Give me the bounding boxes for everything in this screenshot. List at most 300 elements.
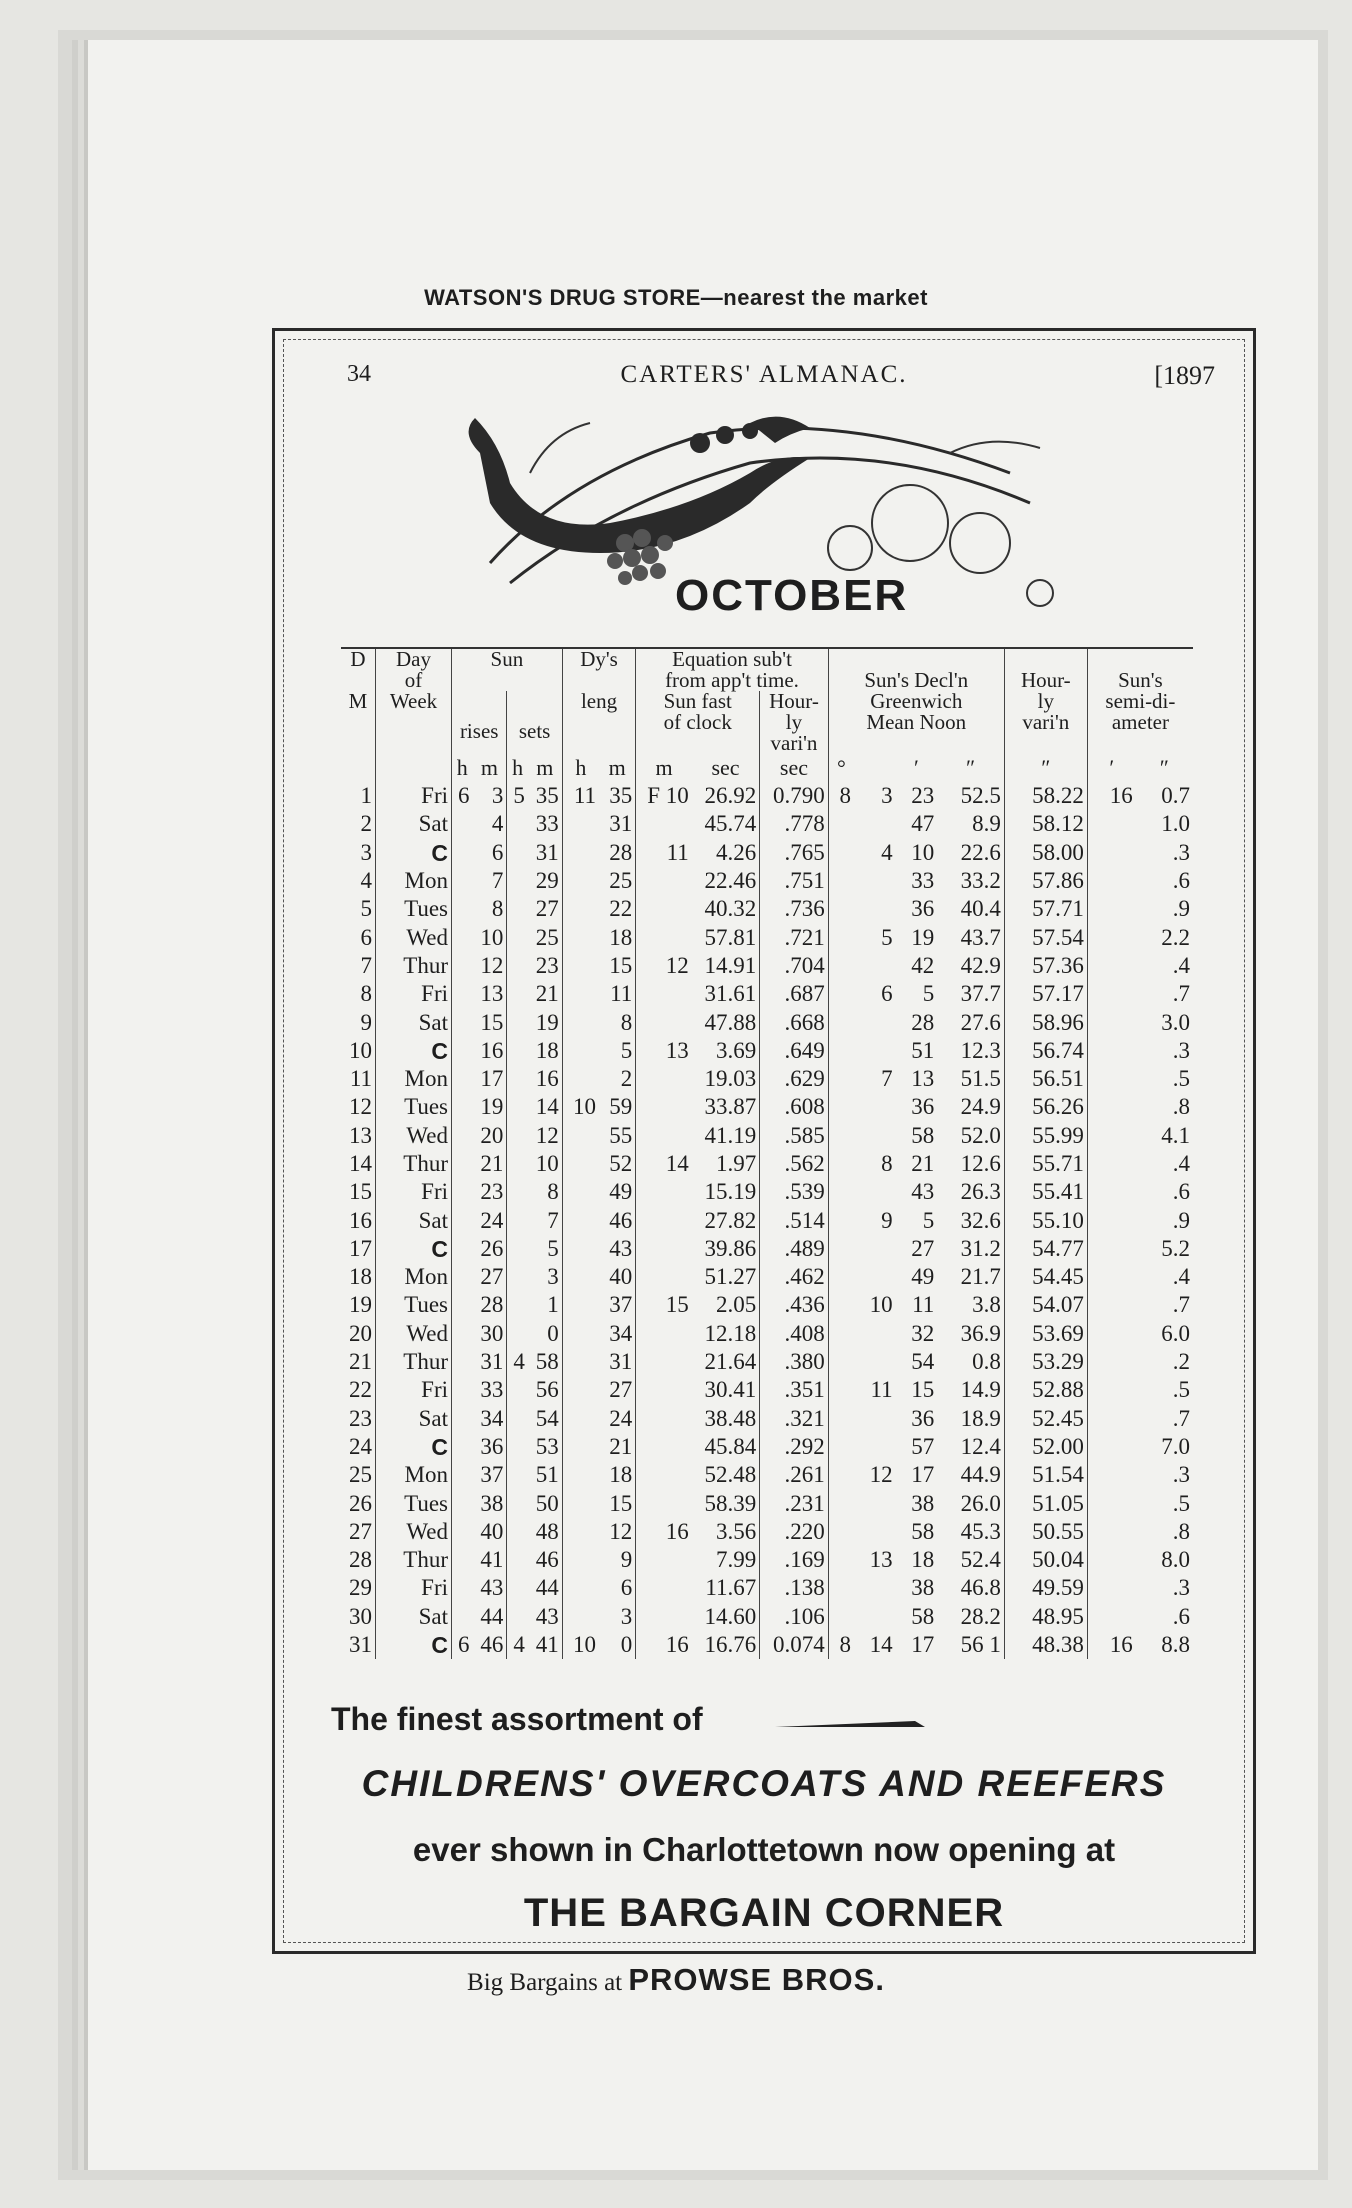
table-cell: 31.2 — [937, 1235, 1004, 1263]
table-cell: 8 — [839, 1632, 852, 1658]
table-cell: 16 — [665, 1632, 689, 1658]
table-row — [341, 1376, 1193, 1404]
table-cell — [854, 1093, 896, 1121]
table-cell: 37 — [472, 1461, 506, 1489]
table-cell: .106 — [760, 1603, 829, 1631]
table-cell: 45.3 — [937, 1518, 1004, 1546]
ad-line-4: THE BARGAIN CORNER — [523, 1891, 1005, 1935]
unit-cell: sec — [692, 754, 760, 782]
table-cell: 32.6 — [937, 1206, 1004, 1234]
table-cell — [636, 1178, 692, 1206]
ad-line-1: The finest assortment of — [331, 1701, 703, 1737]
table-cell: 12 — [528, 1122, 562, 1150]
table-cell — [452, 1037, 473, 1065]
table-cell — [507, 1489, 528, 1517]
table-cell: .321 — [760, 1405, 829, 1433]
table-cell — [562, 1122, 599, 1150]
table-cell — [1087, 1603, 1135, 1631]
table-cell: 7 — [881, 1066, 893, 1092]
table-cell — [636, 1320, 692, 1348]
table-cell — [452, 1489, 473, 1517]
table-cell — [507, 1291, 528, 1319]
table-cell — [507, 980, 528, 1008]
table-cell: 57.36 — [1004, 952, 1087, 980]
table-cell: .3 — [1172, 1037, 1190, 1063]
table-cell: 25 — [528, 923, 562, 951]
table-cell: .436 — [760, 1291, 829, 1319]
table-cell: 52.88 — [1004, 1376, 1087, 1404]
table-cell — [1087, 1122, 1135, 1150]
table-cell: .585 — [760, 1122, 829, 1150]
table-cell: 52.45 — [1004, 1405, 1087, 1433]
table-cell: 3 — [528, 1263, 562, 1291]
table-cell — [828, 1546, 854, 1574]
almanac-table — [341, 647, 1193, 1659]
table-cell — [562, 1178, 599, 1206]
table-cell — [1087, 1574, 1135, 1602]
table-cell: 11 — [912, 1292, 935, 1318]
table-cell: 22 — [341, 1376, 376, 1404]
table-cell: 8 — [881, 1151, 893, 1176]
table-cell — [828, 1489, 854, 1517]
table-cell — [507, 839, 528, 867]
table-cell — [828, 1037, 854, 1065]
table-cell: 49.59 — [1004, 1574, 1087, 1602]
table-cell: .261 — [760, 1461, 829, 1489]
table-cell: 5 — [528, 1235, 562, 1263]
table-cell — [1087, 1178, 1135, 1206]
table-cell: 28 — [911, 1009, 935, 1035]
table-cell — [854, 895, 896, 923]
table-cell — [562, 1376, 599, 1404]
table-cell — [1087, 1065, 1135, 1093]
table-cell: 5 — [922, 981, 935, 1007]
table-cell — [828, 895, 854, 923]
table-cell: 58 — [911, 1518, 935, 1544]
table-cell: 29 — [341, 1574, 376, 1602]
table-cell: 17 — [911, 1462, 935, 1488]
col-equation-label-1: Equation sub't — [672, 647, 792, 671]
table-cell: 22 — [599, 895, 636, 923]
table-cell — [562, 1433, 599, 1461]
table-cell: 51.54 — [1004, 1461, 1087, 1489]
table-row — [341, 1518, 1193, 1546]
table-cell — [507, 810, 528, 838]
table-cell: 7.99 — [692, 1546, 760, 1574]
table-cell: 44 — [528, 1574, 562, 1602]
table-cell: 25 — [341, 1461, 376, 1489]
month-name: OCTOBER — [675, 571, 909, 620]
table-cell — [507, 1603, 528, 1631]
table-cell: 9 — [599, 1546, 636, 1574]
col-sun-declination — [828, 648, 1004, 754]
table-cell: 13 — [911, 1066, 935, 1092]
table-cell: 46.8 — [937, 1574, 1004, 1602]
table-cell: 12 — [869, 1462, 893, 1488]
table-cell: 5 — [513, 783, 525, 809]
table-cell: 41 — [528, 1631, 562, 1659]
table-cell: 0.7 — [1161, 783, 1190, 809]
table-cell — [854, 810, 896, 838]
table-cell — [562, 1574, 599, 1602]
table-cell — [828, 1376, 854, 1404]
table-cell: 8 — [472, 895, 506, 923]
table-cell: 22.46 — [692, 867, 760, 895]
table-cell: 23 — [528, 952, 562, 980]
table-cell — [507, 1461, 528, 1489]
table-cell: 51 — [911, 1037, 935, 1063]
table-cell: 57.17 — [1004, 980, 1087, 1008]
col-d-m — [341, 648, 376, 754]
table-cell: 1.0 — [1161, 811, 1190, 837]
table-cell — [854, 1178, 896, 1206]
table-cell: 21 — [599, 1433, 636, 1461]
table-cell — [452, 923, 473, 951]
table-cell: .489 — [760, 1235, 829, 1263]
table-cell — [507, 1206, 528, 1234]
table-cell — [507, 1150, 528, 1178]
table-cell: 12 — [665, 952, 689, 978]
table-cell — [636, 1348, 692, 1376]
day-of-week-cell: Tues — [376, 1093, 452, 1121]
table-cell: 38 — [911, 1575, 935, 1601]
table-cell — [507, 1008, 528, 1036]
table-cell — [854, 1348, 896, 1376]
day-of-week-cell: Sat — [376, 810, 452, 838]
table-cell: 16 — [341, 1206, 376, 1234]
table-cell — [1087, 1093, 1135, 1121]
table-cell: .138 — [760, 1574, 829, 1602]
table-cell: 27 — [599, 1376, 636, 1404]
col-days-length — [562, 648, 635, 754]
table-cell: 28.2 — [937, 1603, 1004, 1631]
table-cell: 24.9 — [937, 1093, 1004, 1121]
table-cell: 6 — [881, 981, 893, 1007]
table-cell — [636, 867, 692, 895]
table-cell: 18 — [341, 1263, 376, 1291]
table-cell — [452, 1574, 473, 1602]
table-row — [341, 1631, 1193, 1659]
table-cell: .668 — [760, 1008, 829, 1036]
table-cell: 58.96 — [1004, 1008, 1087, 1036]
table-cell: .6 — [1172, 1603, 1190, 1629]
table-cell: 13 — [472, 980, 506, 1008]
day-of-week-cell: C — [376, 1631, 452, 1659]
table-cell: .9 — [1172, 896, 1190, 922]
table-cell — [452, 1320, 473, 1348]
table-cell — [1087, 952, 1135, 980]
table-cell: 34 — [599, 1320, 636, 1348]
col-semidiam-label-2: semi-di- — [1105, 689, 1176, 713]
table-cell: 56.74 — [1004, 1037, 1087, 1065]
table-cell — [636, 895, 692, 923]
table-cell: .7 — [1172, 1292, 1190, 1318]
table-cell: 52.4 — [937, 1546, 1004, 1574]
table-cell — [828, 1065, 854, 1093]
table-cell — [562, 1489, 599, 1517]
table-cell — [636, 1263, 692, 1291]
day-of-week-cell: Mon — [376, 1065, 452, 1093]
table-cell: 7 — [472, 867, 506, 895]
table-cell: 13 — [665, 1037, 689, 1063]
table-cell — [1087, 1348, 1135, 1376]
table-cell: 12 — [341, 1093, 376, 1121]
table-cell — [452, 980, 473, 1008]
table-cell — [636, 1433, 692, 1461]
table-cell: 10 — [528, 1150, 562, 1178]
table-cell — [562, 923, 599, 951]
table-cell: 6 — [457, 783, 470, 809]
table-cell — [1087, 1320, 1135, 1348]
table-cell — [507, 1546, 528, 1574]
table-row — [341, 1037, 1193, 1065]
table-cell: 50.04 — [1004, 1546, 1087, 1574]
table-row — [341, 1065, 1193, 1093]
day-of-week-cell: Thur — [376, 1348, 452, 1376]
table-cell: 11 — [341, 1065, 376, 1093]
table-cell: 16 — [665, 1518, 689, 1544]
table-cell — [562, 839, 599, 867]
table-cell: 34 — [472, 1405, 506, 1433]
table-cell: 22.6 — [937, 839, 1004, 867]
unit-cell: m — [599, 754, 636, 782]
table-cell — [452, 1518, 473, 1546]
table-cell: 8 — [341, 980, 376, 1008]
col-hourly-label-1: Hour- — [769, 689, 819, 713]
table-cell: 14 — [869, 1632, 893, 1658]
col-hourly2-label-2: ly — [1037, 689, 1054, 713]
table-cell — [1087, 1291, 1135, 1319]
table-cell — [562, 1008, 599, 1036]
table-cell — [562, 1603, 599, 1631]
page-number: 34 — [347, 361, 371, 387]
table-row — [341, 810, 1193, 838]
table-cell: 12.3 — [937, 1037, 1004, 1065]
table-cell: .721 — [760, 923, 829, 951]
table-cell — [828, 1206, 854, 1234]
day-of-week-cell: Fri — [376, 1376, 452, 1404]
table-cell: 8.0 — [1161, 1547, 1190, 1573]
table-cell: 53.29 — [1004, 1348, 1087, 1376]
table-cell — [452, 1546, 473, 1574]
table-cell: .5 — [1172, 1066, 1190, 1092]
table-cell: 18.9 — [937, 1405, 1004, 1433]
table-cell — [854, 1518, 896, 1546]
table-cell — [452, 1263, 473, 1291]
table-cell: 48.38 — [1004, 1631, 1087, 1659]
table-cell: .220 — [760, 1518, 829, 1546]
table-cell: 33.87 — [692, 1093, 760, 1121]
table-cell: 5 — [922, 1207, 935, 1233]
table-cell: 4 — [472, 810, 506, 838]
table-cell: 36 — [911, 1405, 935, 1431]
table-cell: 8.8 — [1161, 1632, 1190, 1658]
table-cell — [452, 867, 473, 895]
table-cell: .608 — [760, 1093, 829, 1121]
table-cell: 30 — [472, 1320, 506, 1348]
table-cell: 6 — [599, 1574, 636, 1602]
table-row — [341, 839, 1193, 867]
table-cell: 14.60 — [692, 1603, 760, 1631]
table-cell — [828, 867, 854, 895]
table-cell: 57.71 — [1004, 895, 1087, 923]
table-row — [341, 1150, 1193, 1178]
table-cell: 31 — [528, 839, 562, 867]
table-cell: 2.2 — [1161, 924, 1190, 950]
table-row — [341, 1122, 1193, 1150]
table-cell: 54.77 — [1004, 1235, 1087, 1263]
col-hourly-label-3: vari'n — [770, 731, 818, 755]
table-cell — [636, 1206, 692, 1234]
table-cell: 35 — [528, 782, 562, 810]
table-cell: 56.51 — [1004, 1065, 1087, 1093]
unit-cell — [376, 754, 452, 782]
table-cell — [1087, 1546, 1135, 1574]
table-cell — [1087, 1263, 1135, 1291]
table-cell: 54.07 — [1004, 1291, 1087, 1319]
table-cell: 58.22 — [1004, 782, 1087, 810]
table-cell: 56.26 — [1004, 1093, 1087, 1121]
table-cell — [1087, 1008, 1135, 1036]
table-cell: 24 — [472, 1206, 506, 1234]
table-cell: 17 — [341, 1235, 376, 1263]
table-cell: 15 — [599, 1489, 636, 1517]
table-cell — [1087, 980, 1135, 1008]
table-cell — [854, 1263, 896, 1291]
day-of-week-cell: Wed — [376, 1518, 452, 1546]
col-sets: sets — [507, 691, 562, 754]
table-cell: .9 — [1172, 1207, 1190, 1233]
table-cell — [562, 867, 599, 895]
table-cell: 50.55 — [1004, 1518, 1087, 1546]
table-row — [341, 1320, 1193, 1348]
day-of-week-cell: Wed — [376, 1122, 452, 1150]
table-cell — [828, 839, 854, 867]
table-cell: 11.67 — [692, 1574, 760, 1602]
day-of-week-cell: Wed — [376, 1320, 452, 1348]
table-cell: .7 — [1172, 981, 1190, 1007]
table-cell: .462 — [760, 1263, 829, 1291]
table-cell: 27 — [341, 1518, 376, 1546]
table-cell — [854, 952, 896, 980]
table-cell: 57.54 — [1004, 923, 1087, 951]
table-cell: 4 — [341, 867, 376, 895]
table-cell — [828, 1291, 854, 1319]
table-cell — [452, 1093, 473, 1121]
table-cell: 31 — [599, 1348, 636, 1376]
table-cell: 55.99 — [1004, 1122, 1087, 1150]
table-cell: .539 — [760, 1178, 829, 1206]
table-cell: .6 — [1172, 1179, 1190, 1205]
table-row — [341, 980, 1193, 1008]
table-cell: 13 — [341, 1122, 376, 1150]
table-cell — [452, 952, 473, 980]
table-cell: 17 — [911, 1632, 935, 1658]
table-cell: 31 — [599, 810, 636, 838]
table-cell: 28 — [599, 839, 636, 867]
table-cell: 52 — [599, 1150, 636, 1178]
table-cell — [1087, 1376, 1135, 1404]
table-cell: .3 — [1172, 1575, 1190, 1601]
table-cell — [636, 1376, 692, 1404]
table-cell: 46 — [599, 1206, 636, 1234]
unit-cell: ′ — [914, 755, 919, 780]
table-cell: 44 — [472, 1603, 506, 1631]
table-cell: 11 — [666, 839, 689, 865]
table-cell: 14 — [665, 1151, 689, 1176]
table-cell: 18 — [528, 1037, 562, 1065]
table-cell: 6 — [457, 1632, 470, 1658]
table-cell: 51.05 — [1004, 1489, 1087, 1517]
table-cell — [1087, 1150, 1135, 1178]
table-cell: 19 — [472, 1093, 506, 1121]
day-of-week-cell: Sat — [376, 1206, 452, 1234]
table-cell: .380 — [760, 1348, 829, 1376]
table-cell: 43 — [599, 1235, 636, 1263]
table-cell: 53.69 — [1004, 1320, 1087, 1348]
table-cell: 0.790 — [760, 782, 829, 810]
table-cell: 7 — [341, 952, 376, 980]
table-cell: .7 — [1172, 1405, 1190, 1431]
almanac-rows — [341, 782, 1193, 1659]
table-cell — [1087, 1405, 1135, 1433]
table-cell: .765 — [760, 839, 829, 867]
day-of-week-cell: C — [376, 839, 452, 867]
table-cell: 52.48 — [692, 1461, 760, 1489]
table-cell: 3.69 — [692, 1037, 760, 1065]
table-cell: 26 — [472, 1235, 506, 1263]
table-cell: 51.27 — [692, 1263, 760, 1291]
table-cell: 15 — [599, 952, 636, 980]
table-cell — [562, 1518, 599, 1546]
table-cell: 35 — [599, 782, 636, 810]
table-cell — [452, 1122, 473, 1150]
table-cell — [507, 1574, 528, 1602]
table-cell: 27.6 — [937, 1008, 1004, 1036]
table-cell: 9 — [881, 1207, 893, 1233]
table-cell: 10 — [472, 923, 506, 951]
table-cell: 9 — [341, 1008, 376, 1036]
day-of-week-cell: Sat — [376, 1008, 452, 1036]
table-row — [341, 923, 1193, 951]
table-cell: 46 — [472, 1631, 506, 1659]
table-cell: 10 — [573, 1632, 597, 1658]
table-cell: 1 — [341, 782, 376, 810]
table-cell: .562 — [760, 1150, 829, 1178]
table-cell — [636, 1546, 692, 1574]
table-cell: 47.88 — [692, 1008, 760, 1036]
ad-line-2: CHILDRENS' OVERCOATS AND REEFERS — [361, 1763, 1167, 1804]
table-cell: 42.9 — [937, 952, 1004, 980]
table-cell — [507, 1518, 528, 1546]
table-cell — [452, 895, 473, 923]
table-cell: 31 — [472, 1348, 506, 1376]
table-row — [341, 1433, 1193, 1461]
table-cell: 37 — [599, 1291, 636, 1319]
table-cell: 39.86 — [692, 1235, 760, 1263]
table-cell: 30.41 — [692, 1376, 760, 1404]
table-cell: .4 — [1172, 1151, 1190, 1176]
table-cell: 58 — [911, 1603, 935, 1629]
table-cell — [828, 1518, 854, 1546]
table-cell — [1087, 923, 1135, 951]
table-cell: 38.48 — [692, 1405, 760, 1433]
col-hourly2-label-3: vari'n — [1022, 710, 1070, 734]
table-cell: 40 — [472, 1518, 506, 1546]
table-cell: 13 — [869, 1547, 893, 1573]
table-cell: 6 — [341, 923, 376, 951]
table-cell — [828, 1150, 854, 1178]
